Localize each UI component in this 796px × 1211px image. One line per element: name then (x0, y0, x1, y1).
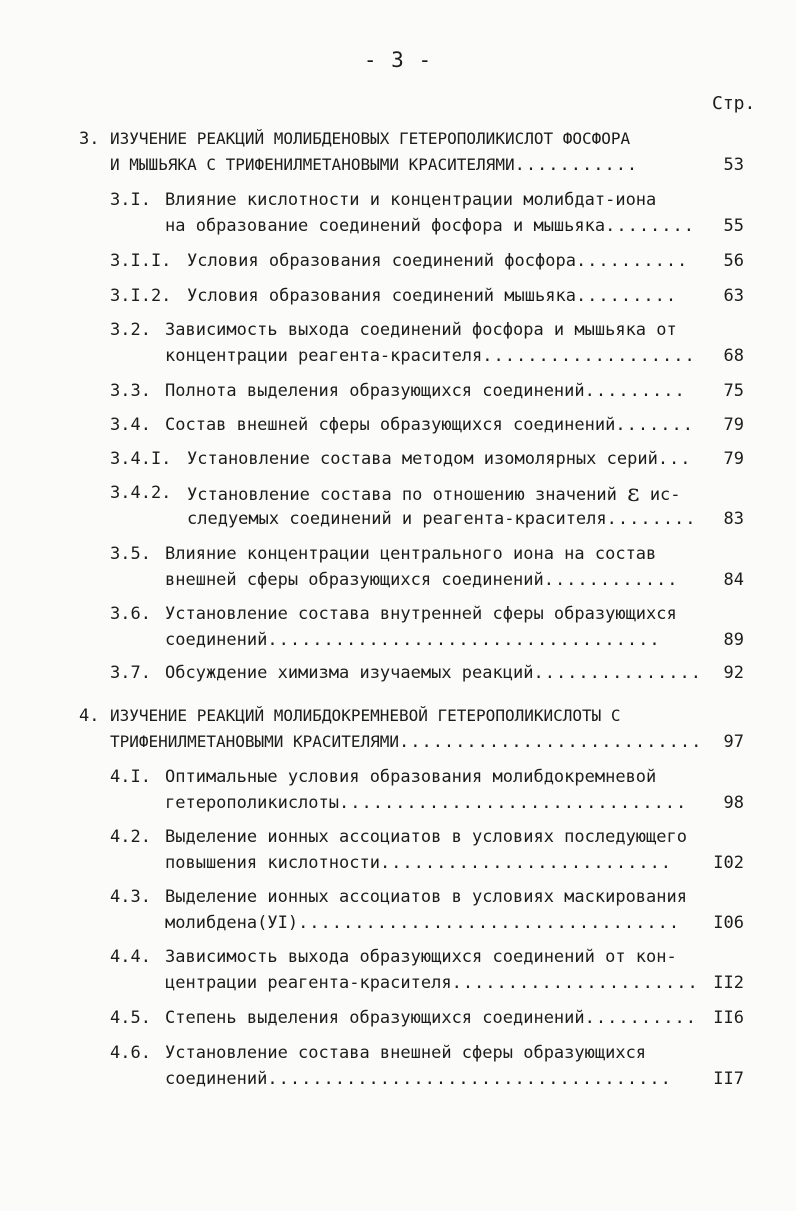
entry-page: 63 (723, 286, 744, 306)
entry-title-cont: гетерополикислоты (165, 793, 339, 813)
entry-number: 4.2. (110, 827, 151, 847)
entry-number: 3.4.2. (110, 483, 172, 503)
entry-number: 4. (79, 706, 100, 726)
entry-number: 3.7. (110, 663, 151, 683)
leader-dots: .......................... (379, 853, 673, 873)
entry-page: II2 (713, 973, 744, 993)
leader-dots: .................................... (267, 1069, 672, 1089)
entry-number: 4.5. (110, 1008, 151, 1028)
entry-page: 79 (723, 415, 744, 435)
entry-number: 4.4. (110, 947, 151, 967)
entry-title-cont: ТРИФЕНИЛМЕТАНОВЫМИ КРАСИТЕЛЯМИ (110, 732, 399, 751)
entry-page: 84 (723, 570, 744, 590)
entry-number: 3.4.I. (110, 449, 172, 469)
leader-dots: ............................... (339, 793, 688, 813)
entry-page: 53 (723, 155, 744, 175)
leader-dots: ................................... (267, 630, 661, 650)
entry-title: Выделение ионных ассоциатов в условиях последующего (165, 827, 687, 847)
leader-dots: ....... (615, 415, 694, 435)
entry-title: Влияние кислотности и концентрации молибдат-иона (165, 190, 657, 210)
entry-title-cont: центрации реагента-красителя (165, 973, 452, 993)
entry-number: 3.I.I. (110, 251, 172, 271)
entry-number: 3.I. (110, 190, 151, 210)
leader-dots: ........................... (398, 732, 703, 752)
entry-number: 3. (79, 129, 100, 149)
leader-dots: ......... (575, 286, 678, 306)
entry-title-cont: соединений (165, 630, 268, 650)
leader-dots: ............ (543, 570, 679, 590)
entry-title: Состав внешней сферы образующихся соединений (165, 415, 616, 435)
entry-title-cont: внешней сферы образующихся соединений (165, 570, 544, 590)
entry-page: II6 (713, 1008, 744, 1028)
entry-number: 4.I. (110, 767, 151, 787)
entry-title-cont: молибдена(УI) (165, 913, 299, 933)
leader-dots: ........ (606, 509, 697, 529)
leader-dots: ........ (605, 216, 695, 236)
entry-number: 3.4. (110, 415, 151, 435)
epsilon-symbol: ε (627, 479, 640, 507)
entry-title: Обсуждение химизма изучаемых реакций (165, 663, 534, 683)
entry-title: Установление состава внутренней сферы образующихся (165, 604, 677, 624)
entry-title: Полнота выделения образующихся соединений (165, 381, 585, 401)
entry-title: Установление состава внешней сферы образующихся (165, 1043, 647, 1063)
entry-title-tail: ис- (649, 485, 681, 505)
leader-dots: ... (657, 449, 692, 469)
entry-page: 68 (723, 346, 744, 366)
entry-title: ИЗУЧЕНИЕ РЕАКЦИЙ МОЛИБДОКРЕМНЕВОЙ ГЕТЕРОПОЛИКИСЛОТЫ С (110, 706, 621, 725)
entry-title-cont: повышения кислотности (165, 853, 380, 873)
entry-number: 3.5. (110, 544, 151, 564)
entry-number: 4.6. (110, 1043, 151, 1063)
entry-title-cont: следуемых соединений и реагента-красителя (187, 509, 607, 529)
entry-title: Степень выделения образующихся соединений (165, 1008, 585, 1028)
entry-page: 92 (723, 663, 744, 683)
leader-dots: ............... (533, 663, 702, 683)
entry-title-cont: концентрации реагента-красителя (165, 346, 483, 366)
entry-title: ИЗУЧЕНИЕ РЕАКЦИЙ МОЛИБДЕНОВЫХ ГЕТЕРОПОЛИКИСЛОТ ФОСФОРА (110, 129, 631, 148)
page-number: - 3 - (363, 48, 433, 72)
entry-title: Оптимальные условия образования молибдокремневой (165, 767, 657, 787)
leader-dots: ........... (514, 155, 639, 175)
entry-page: 97 (723, 732, 744, 752)
entry-page: 79 (723, 449, 744, 469)
entry-page: 98 (723, 793, 744, 813)
leader-dots: ......... (584, 381, 686, 401)
entry-title-cont: И МЫШЬЯКА С ТРИФЕНИЛМЕТАНОВЫМИ КРАСИТЕЛЯМИ (110, 155, 515, 174)
entry-page: 56 (723, 251, 744, 271)
leader-dots: .......... (584, 1008, 697, 1028)
entry-title: Выделение ионных ассоциатов в условиях маскирования (165, 887, 687, 907)
entry-title-cont: соединений (165, 1069, 268, 1089)
entry-number: 3.6. (110, 604, 151, 624)
entry-page: I02 (713, 853, 744, 873)
page-column-label: Стр. (712, 93, 756, 114)
entry-title: Зависимость выхода соединений фосфора и мышьяка от (165, 320, 677, 340)
entry-number: 3.2. (110, 320, 151, 340)
leader-dots: .......... (575, 251, 689, 271)
entry-page: II7 (713, 1069, 744, 1089)
entry-title: Условия образования соединений фосфора (187, 251, 576, 271)
entry-page: 55 (723, 216, 744, 236)
leader-dots: ...................... (451, 973, 699, 993)
entry-number: 3.3. (110, 381, 151, 401)
entry-title-cont: на образование соединений фосфора и мышьяка (165, 216, 606, 236)
entry-title: Условия образования соединений мышьяка (187, 286, 576, 306)
entry-page: I06 (713, 913, 744, 933)
entry-title: Установление состава по отношению значений (187, 485, 617, 505)
entry-title: Зависимость выхода образующихся соединений от кон- (165, 947, 677, 967)
entry-number: 4.3. (110, 887, 151, 907)
leader-dots: .................................. (298, 913, 681, 933)
entry-page: 89 (723, 630, 744, 650)
entry-number: 3.I.2. (110, 286, 172, 306)
entry-page: 75 (723, 381, 744, 401)
entry-page: 83 (723, 509, 744, 529)
leader-dots: ................... (482, 346, 696, 366)
entry-title: Установление состава методом изомолярных серий (187, 449, 658, 469)
entry-title: Влияние концентрации центрального иона на состав (165, 544, 657, 564)
